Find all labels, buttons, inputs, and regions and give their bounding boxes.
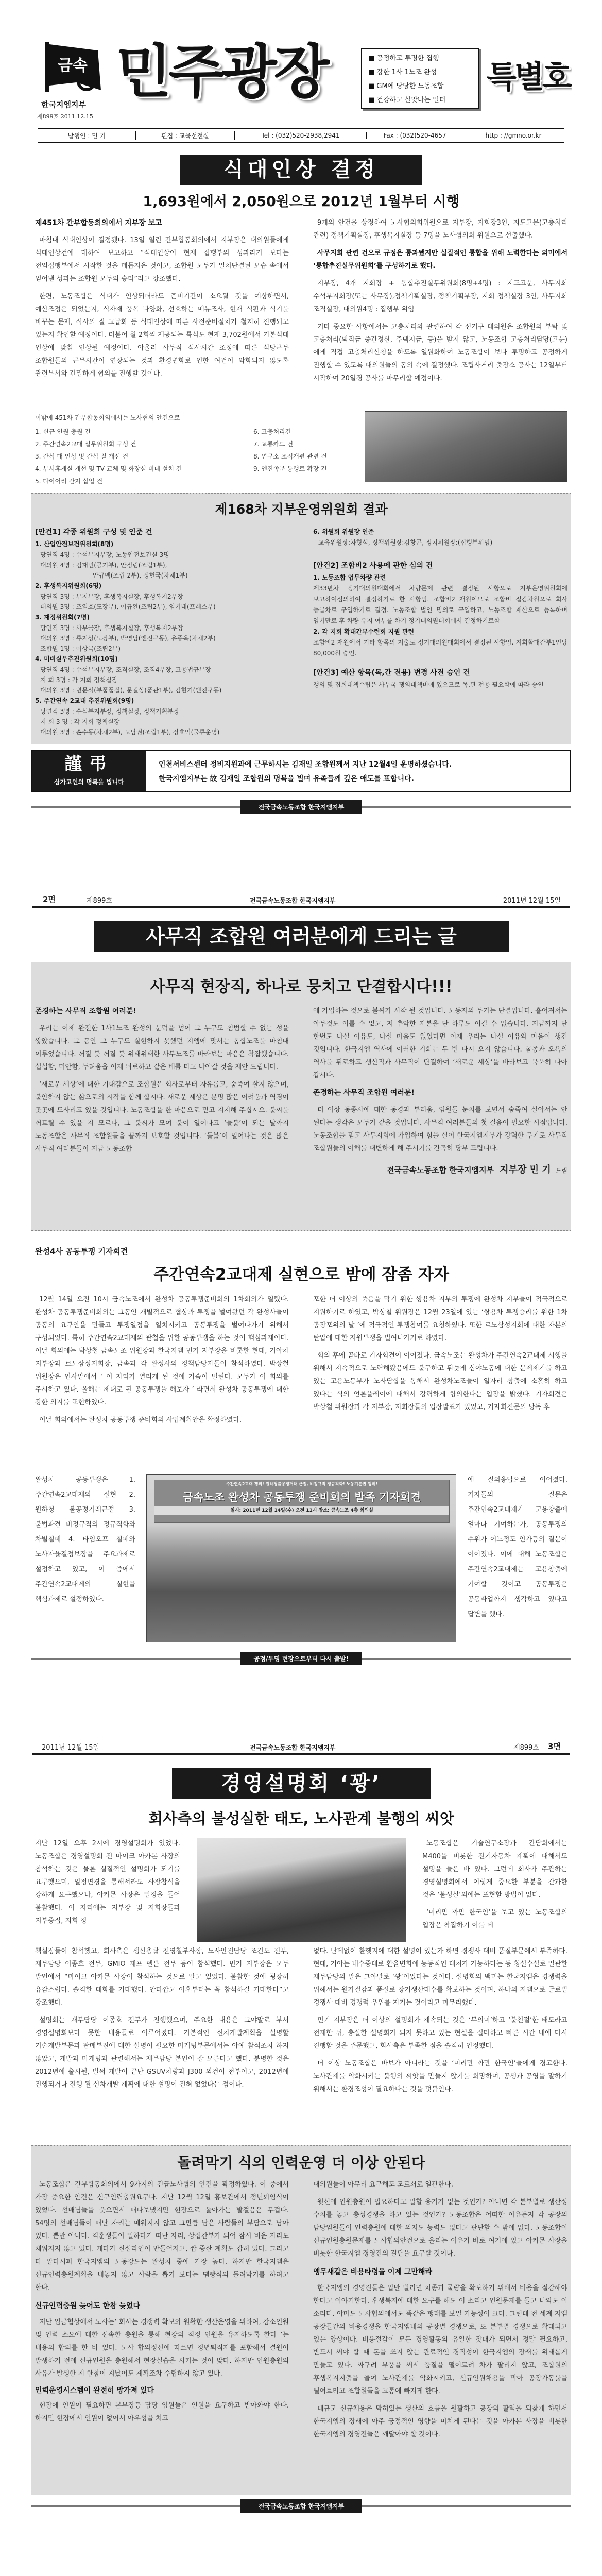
website-link[interactable]: http : //gmno.or.kr: [485, 132, 542, 139]
banner-info: 일시: 2011년 12월 14일(수) 오전 11시 장소: 금속노조 4층 회의실: [154, 1506, 449, 1515]
article-right-column: [313, 1293, 567, 1418]
article-left-column: [35, 1293, 289, 1431]
paragraph: 마침내 식대인상이 결정됐다. 13일 열린 간부합동회의에서 지부장은 대의원들에게 식대인상건에 대하여 보고하고 “식대인상이 현재 집행부의 성과라기 보다는 전임집행부에서 시작한 것을 매듭지은 것이고, 조합원 모두가 일치단결된 모습 속에서 얻어낸 성과는 조합원 모두의 승리”라고 강조했다.: [35, 236, 289, 283]
agenda1-title: [안건1] 각종 위원회 구성 및 인준 건: [35, 528, 152, 536]
group-row: 대의원 3명 : 손수동(차체2부), 고남권(조립1부), 장효익(물류운영): [40, 728, 220, 736]
paragraph: ‘머리만 까만 한국인’을 보고 있는 노동조합의 입장은 착잡하기 이를 데: [422, 1909, 567, 1929]
page1-right-column: [313, 216, 567, 389]
article-narrow-right: [422, 1837, 567, 1937]
editor: 편집 : 교육선전실: [136, 131, 235, 140]
agenda-intro: 이밖에 451차 간부합동회의에서는 노사협의 안건으로: [35, 414, 180, 421]
banner: [154, 1480, 450, 1523]
paragraph: 더 이상 동종사에 대한 동경과 부러움, 임원들 눈치를 보면서 숨죽여 살아서는 안 된다는 생각은 모두가 같을 것입니다. 사무직 여러분들의 첫 걸음이 필요한 시점입니다. 노동조합을 믿고 사무지회에 가입하여 힘을 실어 한국지엠지부가 강력한 무기로 사무직 조합원들의 이해를 대변하게 해 주시기를 간곡히 당부 드립니다.: [313, 1106, 567, 1153]
paragraph: 대규모 신규채용은 막혀있는 생산의 흐름을 원활하고 공장의 활력을 되찾게 하면서 한국지엠의 장래에 아주 긍정적인 영향을 미치게 된다는 것을 아카몬 사장을 비롯한 한국지엠의 경영진들은 깨달아야 할 것이다.: [313, 2405, 567, 2438]
agenda-item: 9. 엔진쪽문 통행로 확장 건: [253, 465, 327, 472]
letter-left-column: [35, 1006, 289, 1160]
group-row: 지 회 3 명 : 각 지회 정책실장: [40, 718, 120, 725]
issue-date: 제899호 2011.12.15: [37, 113, 93, 120]
group-row: 당연직 3명 : 사무국장, 후생복지실장, 후생복지2부장: [40, 624, 183, 632]
condolence-box: [31, 750, 571, 792]
logo-text: 금속: [58, 57, 88, 75]
paragraph: 책실장들이 참석했고, 회사측은 생산총괄 전영철부사장, 노사안전담당 조건도 전무, 재무담당 이종호 전무, GMIO 제프 펠튼 전무 등이 참석했다. 민기 지부장은 모두 발언에서 “마이크 아카몬 사장이 참석하는 것으로 알고 있었다. 불참한 것에 굉장히 유감스럽다. 솔직한 대화를 기대했다. 안타깝고 이후부터는 꼭 참석하길 기대한다”고 강조했다.: [35, 1947, 289, 2007]
telephone: Tel : (032)520-2938,2941: [235, 132, 367, 139]
meeting-photo: [365, 411, 567, 482]
group-row: 대의원 3명 : 변문석(부품품질), 문길상(품관1부), 김현기(엔진구동): [40, 687, 222, 694]
article-narrow-right: 에 질의응답으로 이어졌다. 기자들의 질문은 주간연속2교대제가 고용창출에 얼마나 기여하는가, 공동투쟁의 수위가 어느정도 인가등의 질문이 이어졌다. 이에 대해 노동조합은 주간연속2교대제는 고용창출에 기여할 것이고 공동투쟁은 공동파업까지 생각하고 있다고 답변을 했다.: [468, 1476, 567, 1618]
group-row: 안규백(조립 2부), 정헌국(차체1부): [93, 572, 188, 579]
page2-headline: 사무직 현장직, 하나로 뭉치고 단결합시다!!!: [150, 978, 453, 996]
block-title: 6. 위원회 위원장 인준: [313, 528, 374, 535]
org-name: 전국금속노동조합 한국지엠지부: [250, 1744, 336, 1751]
paragraph: 현장에 인원이 필요하면 본부장등 담당 임원들은 인원을 요구하고 받아와야 한다. 하지만 현장에서 인원이 없어서 아우성을 치고: [35, 2402, 289, 2422]
agenda-item: 6. 고충처리건: [253, 428, 291, 435]
paragraph: 에 가입하는 것으로 불씨가 시작 될 것입니다. 노동자의 무기는 단결입니다. 흩어져서는 아무것도 이룰 수 없고, 저 추악한 자본을 단 하루도 이길 수 없습니다. 지금까지 단 한번도 나설 이유도, 나설 마음도 없었다면 이제 우리는 나설 이유와 마음이 생긴 것입니다. 한국지엠 역사에 이러한 기회는 두 번 다시 오지 않습니다. 굴종과 오욕의 역사를 뒤로하고 생산직과 사무직이 단결하여 ‘새로운 세상’을 바라보고 묵묵히 나아 갑시다.: [313, 1007, 567, 1079]
paragraph: 사무지회 관련 건으로 규정은 통과됐지만 실질적인 통합을 위해 노력한다는 의미에서 ‘통합추진실무위원회’를 구성하기로 했다.: [313, 249, 567, 270]
paragraph: 포한 더 이상의 죽음을 막기 위한 쌍용차 지부의 투쟁에 완성차 지부들이 적극적으로 지원하기로 하였고, 박상철 위원장은 12월 23일에 있는 ‘쌍용차 투쟁승리를 위한 1차 공장포위의 날 ’에 적극적인 투쟁참여를 요청하였다. 또한 르노삼성지회에 대한 자본의 탄압에 대한 지원투쟁을 벌여나가기로 하였다.: [313, 1296, 567, 1342]
signature-org: 전국금속노동조합 한국지엠지부: [387, 1165, 494, 1175]
subheading: 인력운영시스템이 완전히 망가져 있다: [35, 2386, 154, 2395]
publisher: 발행인 : 민 기: [38, 131, 136, 140]
paragraph: ‘새로운 세상’에 대한 기대감으로 조합원은 회사로부터 자유롭고, 숨죽여 살지 않으며, 불안하지 않는 삶으로의 시작을 함께 합시다. 새로운 세상은 분명 많은 어려움과 역경이 곳곳에 도사리고 있을 것입니다. 노동조합을 한 마음으로 믿고 지지해 주십시오. 불씨를 꺼트릴 수 있을 지 모르나, 그 불씨가 모여 불이 일어나고 ‘들불’이 되는 날까지 노동조합은 사무직 조합원들을 끝까지 보호할 것입니다. ‘들불’이 일어나는 것은 많은 사무직 여러분들이 지금 노동조합: [35, 1081, 289, 1153]
greeting: 존경하는 사무직 조합원 여러분!: [313, 1089, 415, 1097]
special-edition-mark: 특별호: [487, 59, 570, 95]
slogan: ■ 건강하고 살맛나는 일터: [368, 96, 446, 104]
block-title: 2. 각 지회 확대간부수련회 지원 관련: [313, 628, 415, 635]
page3-title-bar: 경영설명회 ‘꽝’: [172, 1768, 431, 1799]
group-name: 5. 주간연속 2교대 추진위원회(9명): [35, 697, 134, 704]
article-left-column: [35, 1945, 289, 2096]
group-name: 2. 후생복지위원회(6명): [35, 582, 102, 589]
issue-number: 제899호: [87, 897, 112, 905]
article-narrow-left: 지난 12일 오후 2시에 경영설명회가 있었다. 노동조합은 경영설명회 전 마이크 아카몬 사장의 참석하는 것은 물론 실질적인 설명회가 되기를 요구했으며, 일정변경을 통해서라도 사장참석을 강하게 요구했으나, 아카몬 사장은 일정을 들어 불참했다. 이 자리에는 지부장 및 지회장들과 지부중집, 지회 정: [35, 1840, 180, 1925]
page3-footer-tag: 전국금속노동조합 한국지엠지부: [240, 2499, 362, 2513]
signature-suffix: 드림: [555, 1167, 567, 1174]
group-row: 대의원 3명 : 조일호(도장부), 이규완(조립2부), 염기태(프레스부): [40, 603, 216, 611]
paragraph: 대의원들이 아무리 요구해도 모르쇠로 일관한다.: [313, 2181, 453, 2189]
page2-footer-tag: 공정/투명 현장으로부터 다시 출발!: [240, 1652, 362, 1665]
group-row: 당연직 4명 : 수석부지부장, 노동안전보건실 3명: [40, 551, 169, 558]
article-headline: 주간연속2교대제 실현으로 밤에 잠좀 자자: [153, 1265, 449, 1284]
date: 2011년 12월 15일: [42, 1744, 100, 1752]
signature-title: 지부장 민 기: [500, 1164, 551, 1175]
paragraph: 9개의 안건을 상정하여 노사협의회위원으로 지부장, 지회장3인, 지도고문(고충처리 관련) 정책기획실장, 후생복지실장 등 7명을 노사협의회 위원으로 선출했다.: [313, 219, 567, 240]
newspaper-title: 민주광장: [116, 40, 326, 104]
org-name: 전국금속노동조합 한국지엠지부: [250, 897, 336, 904]
signature: [313, 1162, 567, 1176]
letter-right-column: [313, 1005, 567, 1176]
paragraph: 민기 지부장은 더 이상의 설명회가 계속되는 것은 ‘무의미’하고 ‘불친절’한 태도라고 전제한 뒤, 충실한 설명회가 되지 못하고 있는 현실을 질타하고 빠른 시간 내에 다시 진행할 것을 주문했고, 회사측은 부족한 점을 솔직히 인정했다.: [313, 2016, 567, 2050]
paragraph: 노동조합은 기술연구소장과 간담회에서는 M400을 비롯한 전기자동차 계획에 대해서도 설명을 들은 바 있다. 그런데 회사가 주관하는 경영설명회에서 이렇게 중요한 부분을 간과한 것은 ‘불성실’외에는 표현할 방법이 없다.: [422, 1840, 567, 1899]
group-name: 1. 산업안전보건위원회(8명): [35, 540, 114, 548]
briefing-photo: [197, 1838, 406, 1942]
block-body: 쟁의 및 집회대책수립은 사무국 쟁의대책비에 있으므로 목,관 전용 필요함에 따라 승인: [313, 681, 544, 688]
masthead-info-bar: [38, 128, 564, 143]
page1-title-bar: 식대인상 결정: [180, 155, 422, 185]
page2-header: [32, 895, 570, 908]
slogan-box: [361, 48, 479, 109]
page3-headline: 회사측의 불성실한 태도, 노사관계 불행의 씨앗: [148, 1810, 454, 1827]
agenda-item: 4. 부서휴게실 개선 및 TV 교체 및 화장실 비데 설치 건: [35, 465, 182, 472]
condolence-line: 인천서비스센터 정비지원과에 근무하시는 김재일 조합원께서 지난 12월4일 운명하셨습니다.: [159, 760, 452, 769]
paragraph: 노동조합은 간부합동회의에서 9가지의 긴급노사협의 안건을 확정하였다. 이 중에서 가장 중요한 안건은 신규인력충원요구다. 지난 12월 12일 홍보관에서 정년퇴임식이 있었다. 선배님들을 웃으면서 떠나보냈지만 현장으로 돌아가는 발걸음은 무겁다. 54명의 선배님들이 떠난 자리는 메워지지 않고 그만큼 남은 사람들의 부담으로 남아 있다. 뿐만 아니다. 직훈생들이 일하다가 떠난 자리, 상집간부가 되어 잠시 비운 자리도 채워지지 않고 있다. 게다가 신설라인이 만들어지고, 짭 증산 계획도 잡혀 있다. 그리고 다 알다시피 한국지엠의 노동강도는 완성차 중에 가장 높다. 하지만 한국지엠은 신규인력충원계획을 내놓지 않고 사람을 뽑기 보다는 땜빵식의 돌려막기를 하려고 한다.: [35, 2181, 289, 2292]
condolence-hanja: 謹弔: [64, 754, 114, 774]
paragraph: 이날 회의에서는 완성차 공동투쟁 준비회의 사업계획안을 확정하였다.: [39, 1416, 242, 1424]
block-body: 제33년차 정기대의원대회에서 차량문제 관련 결정된 사항으로 지부운영위원회에 보고하여심의하여 결정하기로 한 사항임. 조합비2 재원이므로 조합비 절감차원으로 회사 등급차로 구입하기로 결정. 노동조합 법인 명의로 구입하고, 노동조합 재산으로 등록하며 임기만료 후 차량 유지 여부를 차기 정기대의원대회에서 결정하기로함: [313, 585, 567, 624]
banner-main: 금속노조 완성차 공동투쟁 준비회의 발족 기자회견: [182, 1491, 421, 1503]
paragraph: 우리는 이제 완전한 1사1노조 완성의 문턱을 넘어 그 누구도 침범할 수 없는 성을 쌓았습니다. 그 동안 그 누구도 실현하지 못했던 지엠에 맞서는 통합노조를 마침내 이루었습니다. 꺼질 듯 꺼질 듯 위태위태한 사무노조를 바라보는 마음은 착잡했습니다. 섭섭함, 미안함, 두려움을 이제 뒤로하고 같은 배를 타고 나아갈 것을 제안 드립니다.: [35, 1025, 289, 1071]
condolence-line: 한국지엠지부는 故 김재일 조합원의 명복을 빌며 유족들께 깊은 애도를 표합니다.: [159, 775, 414, 783]
paragraph: 지난 임금협상에서 노사는‘ 회사는 경쟁력 확보와 원활한 생산운영을 위하여, 감소인원 및 인력 소요에 대한 신속한 충원을 통해 현장의 적정 인원을 유지하도록 한다 ’는 내용의 합의를 한 바 있다. 노사 합의정신에 따르면 정년퇴직자를 포함해서 결원이 발생하기 전에 신규인원을 충원해서 현장실습을 시키는 것이 맞다. 하지만 인원충원의 사유가 발생한 지 한참이 지났어도 계획조차 수립하지 않고 있다.: [35, 2318, 289, 2378]
paragraph: 더 이상 노동조합은 바보가 아니라는 것을 ‘머리만 까만 한국인’들에게 경고한다. 노사관계를 악화시키는 불행의 씨앗을 만들지 않기를 희망하며, 공생과 공영을 말하기 위해서는 환경조성이 필요하다는 것을 덧붙인다.: [313, 2060, 567, 2093]
agenda-item: 8. 연구소 조직개편 관련 건: [253, 453, 327, 460]
committee-right-column: [313, 527, 567, 690]
page1-left-column: [35, 217, 289, 385]
page1-headline: 1,693원에서 2,050원으로 2012년 1월부터 시행: [143, 194, 460, 210]
agenda-item: 2. 주간연속2교대 실무위원회 구성 건: [35, 440, 136, 448]
group-row: 조합원 1명 : 이상국(조립2부): [40, 645, 121, 652]
agenda-item: 1. 신규 인원 충원 건: [35, 428, 91, 435]
agenda3-title: [안건3] 예산 항목(목,간 전용) 변경 사전 승인 건: [313, 669, 470, 677]
slogan: ■ 강한 1사 1노조 완성: [368, 69, 437, 76]
paragraph: 한국지엠의 경영진들은 입만 벌리면 차종과 물량을 확보하기 위해서 비용을 절감해야 한다고 이야기한다. 후생복지에 대한 요구를 해도 이 소리고 인원문제를 들고 나와도 이 소리다. 아마도 노사협의에서도 똑같은 행태를 보일 가능성이 크다. 그런데 전 세계 지엠 공장들간의 비용경쟁을 한국지엠내의 공장별 경쟁으로, 또 본부별 경쟁으로 확대되고 있는 양상이다. 비용절감이 모든 경영활동의 유일한 잣대가 되면서 정말 필요하고, 반드시 써야 할 때 돈을 쓰지 않는 관료적인 경직성이 한국지엠의 장래를 위태롭게 만들고 있다. 싸구려 부품을 써서 품질을 떨어트려 차가 팔리지 않고, 조합원의 후생복지지출을 줄여 노사관계를 악화시키고, 신규인원채용을 막아 공장가동률을 떨어트리고 조합원들을 고통에 빠지게 한다.: [313, 2284, 567, 2395]
fax: Fax : (032)520-4657: [367, 132, 463, 139]
page1-footer-tag: 전국금속노동조합 한국지엠지부: [240, 800, 362, 814]
group-row: 당연직 4명 : 수석부지부장, 조직실장, 조직4부장, 고용법규부장: [40, 666, 211, 673]
union-logo: [40, 41, 107, 93]
committee-left-column: [35, 526, 293, 737]
banner-top: 주간연속2교대 쟁취! 원하청불공정거래 근절, 비정규직 정규직화! 노동기본권 쟁취!: [226, 1482, 378, 1486]
group-name: 4. 미비실무추진위원회(10명): [35, 655, 118, 663]
group-row: 당연직 3명 : 수석부지부장, 정책실장, 정책기획부장: [40, 708, 180, 715]
paragraph: 기타 중요한 사항에서는 고충처리와 관련하여 각 선거구 대의원은 조합원의 부탁 및 고충처리(퇴직금 중간정산, 주택지금, 등)을 받지 않고, 노동조합 고충처리담당(고문)에게 직접 고충처리신청을 하도록 일원화하여 노동조합이 보다 투명하고 공정하게 진행할 수 있도록 대의원들의 동의 속에 결정했다. 조립사거리 출장소 공사는 12일부터 시작하여 20일경 공사를 마무리할 예정이다.: [313, 323, 567, 382]
paragraph: 한편, 노동조합은 식대가 인상되더라도 준비기간이 소요될 것을 예상하면서, 예산조정은 되었는지, 식자재 품목 다양화, 선호하는 메뉴조사, 현재 식판과 식기를 바꾸는 문제, 식사의 질 고급화 등 식대인상에 따른 사전준비절차가 철저히 진행되고 있는지 확인할 예정이다. 더불어 월 2회씩 제공되는 특식도 현재 3,702원에서 기본식대 인상에 맞춰 인상될 예정이다. 아울러 사무직 식사시간 조정에 따른 식당근무 조합원들의 근무시간이 연장되는 것과 환경변화로 인한 여건이 악화되지 않도록 관련부서와 긴밀하게 협의를 진행할 것이다.: [35, 293, 289, 378]
article-right-column: [313, 1945, 567, 2100]
agenda-list-right: [253, 426, 362, 475]
agenda-item: 5. 다이어리 간지 삽입 건: [35, 478, 103, 485]
paragraph: 12월 14일 오전 10시 금속노조에서 완성차 공동투쟁준비회의 1차회의가 열렸다. 완성차 공동투쟁준비회의는 그동안 개별적으로 협상과 투쟁을 벌여왔던 각 완성사들이 공동의 요구안을 만들고 투쟁일정을 일치시키고 공동투쟁을 벌여나가기 위해서 구성되었다. 특히 주간연속2교대제의 관철을 위한 공동투쟁을 하는 것이 핵심과제이다. 이날 회의에는 박상철 금속노조 위원장과 한국지엠 민기 지부장을 비롯한 현대, 기아차 지부장과 르노삼성지회장, 금속과 각 완성사의 정책담당자들이 참석하였다. 박상철 위원장은 인사말에서 ‘ 이 자리가 열리게 된 것에 가슴이 떨린다. 모두가 이 회의를 주시하고 있다. 올해는 제대로 된 공동투쟁을 해보자 ’ 라면서 완성차 공동투쟁에 대한 강한 의지를 표현하였다.: [35, 1296, 289, 1406]
paragraph: 없다. 난데없이 환헷지에 대한 설명이 있는가 하면 경쟁사 대비 품질부문에서 부족하다. 현대, 기아는 내수증대로 환율변화에 능동적인 대처가 가능하다는 등 횡설수설로 일관한 재무담당의 말은 그야말로 ‘꽝’이었다는 것이다. 설명회의 백미는 한국지엠은 경쟁력을 위해서는 원가절감과 품질로 장기생산대수를 확보하는 것이며, 하나의 지엠으로 글로벌 경쟁사 대비 경쟁력 우위를 지키는 것이라고 마무리했다.: [313, 1947, 567, 2007]
page-number: 2면: [43, 895, 56, 904]
org-name: 한국지엠지부: [41, 100, 86, 109]
staffing-headline: 돌려막기 식의 인력운영 더 이상 안된다: [177, 2154, 425, 2171]
committee-title: 제168차 지부운영위원회 결과: [215, 502, 388, 517]
paragraph: 윗선에 인원충원이 필요하다고 말할 용기가 없는 것인가? 아니면 각 본부별로 생산성 수치를 놓고 충성경쟁을 하고 있는 것인가? 노동조합은 어떠한 이유든지 각 공장의 담당임원들이 인력충원에 대한 의지도 능력도 없다고 판단할 수 밖에 없다. 노동조합이 신규인원충원문제를 노사협의안건으로 올리는 이유가 바로 여기에 있고 아카몬 사장을 비롯한 한국지엠 경영진의 결단을 요구할 것이다.: [313, 2198, 567, 2258]
subheading: 앵무새같은 비용타령을 이제 그만해라: [313, 2268, 433, 2276]
page-number: 3면: [548, 1742, 561, 1751]
staffing-left-column: [35, 2178, 289, 2430]
article-kicker: 완성4사 공동투쟁 기자회견: [35, 1247, 128, 1256]
paragraph: 회의 후에 곧바로 기자회견이 이어졌다. 금속노조는 완성차가 주간연속2교대제 시행을 위해서 지속적으로 노력해왔음에도 불구하고 뒤늦게 심야노동에 대한 문제제기를 하고 있는 고용노동부가 노사담합을 통해서 완성차노조들이 일자리 창출에 소홀히 하고 있다는 식의 언론플레이에 대해서 강력하게 항의한다는 입장을 밝혔다. 기자회견은 박상철 위원장과 각 지부장, 지회장들의 입장발표가 있었고, 기자회견문의 낭독 후: [313, 1352, 567, 1411]
condolence-label: 삼가고인의 명복을 빕니다: [54, 778, 124, 786]
subheading: 신규인력충원 늦어도 한참 늦었다: [35, 2302, 140, 2310]
page3-header: [32, 1742, 570, 1755]
agenda-item: 7. 교통카드 건: [253, 440, 294, 448]
group-name: 3. 재정위원회(7명): [35, 614, 90, 621]
group-row: 지 회 3명 : 각 지회 정책실장: [40, 676, 118, 684]
press-conference-photo: [146, 1474, 456, 1642]
agenda2-title: [안건2] 조합비2 사용에 관한 심의 건: [313, 562, 433, 570]
agenda-list-left: [35, 426, 251, 487]
condolence-text: [159, 757, 565, 786]
article-narrow-left: 완성차 공동투쟁은 1. 주간연속2교대제의 실현 2. 원하청 불공정거래근절 3. 불법파견 비정규직의 정규직화와 차별철폐 4. 타임오프 철폐와 노사자율결정보장을 주요과제로 설정하고 있고, 이 중에서 주간연속2교대제의 실현을 핵심과제로 설정하였다.: [35, 1476, 135, 1603]
subheading: 제451차 간부합동회의에서 지부장 보고: [35, 219, 162, 227]
agenda-item: 3. 간식 대 인상 및 간식 질 개선 건: [35, 453, 129, 460]
paragraph: 지부장, 4개 지회장 + 통합추진실무위원회(8명+4명) : 지도고문, 사무지회 수석부지회장(또는 사무장),정책기획실장, 정책기획부장, 지회 정책실장 3인, 사무지회 조직실장, 대의원4명 : 집행부 위임: [313, 280, 567, 313]
block-body: 교육위원장:차형석, 정책위원장:김창곤, 정치위원장:(집행부위임): [318, 539, 493, 546]
block-title: 1. 노동조합 업무차량 관련: [313, 574, 386, 581]
page2-title-bar: 사무직 조합원 여러분에게 드리는 글: [94, 921, 509, 952]
block-body: 조합비2 재원에서 기타 항목의 지출로 정기대의원대회에서 결정된 사항임. 지회확대간부1인당 80,000원 승인.: [313, 639, 567, 657]
slogan: ■ GM에 당당한 노동조합: [368, 82, 444, 90]
group-row: 대의원 4명 : 김재민(공기부), 안정림(조립1부),: [40, 562, 167, 569]
date: 2011년 12월 15일: [503, 897, 561, 905]
issue-number: 제899호: [513, 1744, 539, 1752]
greeting: 존경하는 사무직 조합원 여러분!: [35, 1007, 136, 1015]
group-row: 당연직 3명 : 부지부장, 후생복지실장, 후생복지2부장: [40, 593, 183, 600]
condolence-label-panel: [32, 751, 146, 791]
group-row: 대의원 3명 : 류지상(도장부), 박영남(엔진구동), 유종옥(차체2부): [40, 635, 216, 642]
paragraph: 설명회는 재무담당 이종호 전무가 진행했으며, 주요한 내용은 그야말로 부서 경영설명회보다 못한 내용들로 이루어졌다. 기본적인 신차개발계획을 설명할 기술개발부문과 판매부진에 대한 설명이 필요한 마케팅부문에서는 아예 참석조차 하지 않았고, 개발과 마케팅과 관련해서는 재무담당 본인이 잘 모른다고 했다. 분명한 것은 2012년에 출시될, 벌써 개발이 끝난 GSUV차량과 J300 외건이 전부이고, 2012년에 진행되거나 진행 될 신차개발 계획에 대한 설명이 전혀 없었다는 점이다.: [35, 2016, 289, 2089]
slogan: ■ 공정하고 투명한 집행: [368, 55, 439, 62]
staffing-right-column: [313, 2178, 567, 2446]
